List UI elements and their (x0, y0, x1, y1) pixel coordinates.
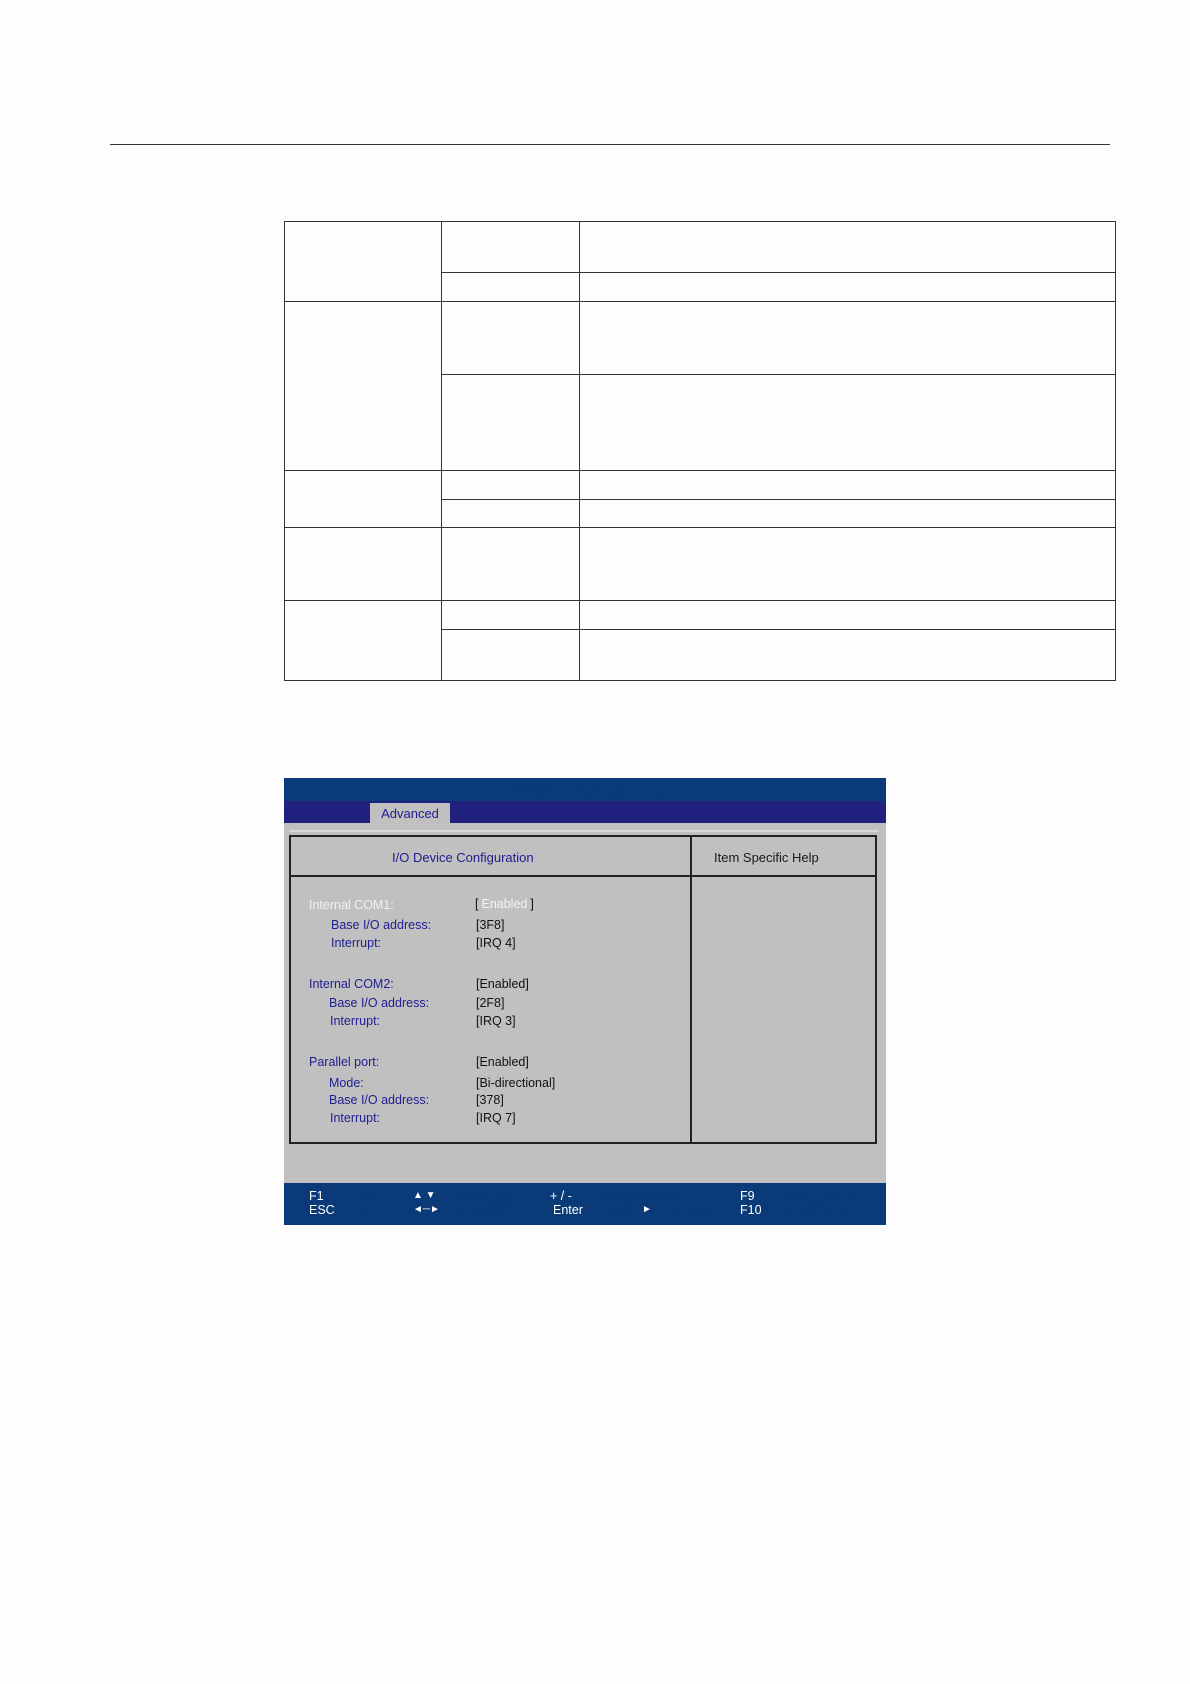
table-cell (580, 302, 1116, 375)
setting-label-mode[interactable]: Mode: (329, 1076, 364, 1090)
setting-label-parallel-interrupt[interactable]: Interrupt: (330, 1111, 381, 1125)
key-esc: ESC (309, 1203, 335, 1217)
setting-value-mode[interactable]: [Bi-directional] (476, 1076, 556, 1090)
table-cell (442, 222, 580, 273)
bios-separator (289, 830, 879, 832)
setting-label-parallel-address[interactable]: Base I/O address: (329, 1093, 430, 1107)
table-row (285, 471, 1116, 500)
table-cell (442, 630, 580, 681)
setting-value-com1-address[interactable]: [3F8] (476, 918, 505, 932)
setting-value-com2[interactable]: [Enabled] (476, 977, 529, 991)
table-row (285, 601, 1116, 630)
key-f1: F1 (309, 1189, 324, 1203)
key-select-menu-label: Select Menu (450, 1203, 520, 1217)
key-select-label: Select (597, 1203, 632, 1217)
bios-menubar (284, 801, 886, 823)
setting-label-parallel[interactable]: Parallel port: (309, 1055, 380, 1069)
setting-label-com1-interrupt[interactable]: Interrupt: (331, 936, 382, 950)
setting-label-com2-address[interactable]: Base I/O address: (329, 996, 430, 1010)
setting-value-com2-address[interactable]: [2F8] (476, 996, 505, 1010)
setting-value-com2-interrupt[interactable]: [IRQ 3] (476, 1014, 516, 1028)
selected-value: Enabled (481, 897, 528, 911)
key-select-item-label: Select Item (451, 1189, 514, 1203)
setting-label-com1[interactable]: Internal COM1: (309, 898, 394, 912)
table-cell (580, 222, 1116, 273)
table-cell (285, 222, 442, 302)
table-cell (285, 471, 442, 528)
left-right-arrow-icon: ◄─► (413, 1204, 440, 1215)
help-panel-title: Item Specific Help (714, 850, 819, 865)
setting-label-com2[interactable]: Internal COM2: (309, 977, 394, 991)
up-down-arrow-icon: ▲ ▼ (413, 1190, 436, 1201)
setting-label-com1-address[interactable]: Base I/O address: (331, 918, 432, 932)
key-change-values-label: Change Values (597, 1189, 682, 1203)
table-row (285, 528, 1116, 601)
tab-advanced[interactable]: Advanced (370, 803, 450, 823)
settings-table (284, 221, 1116, 681)
table-cell (580, 528, 1116, 601)
submenu-arrow-icon: ► (642, 1204, 652, 1215)
key-setup-defaults-label: Setup Defaults (777, 1189, 859, 1203)
table-cell (442, 528, 580, 601)
bios-keybar (284, 1183, 886, 1225)
table-cell (580, 273, 1116, 302)
setting-value-com1[interactable]: [ Enabled ] (475, 897, 534, 911)
header-rule (110, 144, 1110, 145)
table-cell (580, 601, 1116, 630)
table-cell (285, 528, 442, 601)
bios-screenshot (284, 778, 886, 1225)
setting-label-com2-interrupt[interactable]: Interrupt: (330, 1014, 381, 1028)
key-help-label: Help (353, 1189, 379, 1203)
key-f10: F10 (740, 1203, 762, 1217)
bios-vertical-divider (690, 835, 692, 1144)
key-save-exit-label: Save and Exit (777, 1203, 855, 1217)
table-row (285, 302, 1116, 375)
section-title: I/O Device Configuration (392, 850, 534, 865)
setting-value-parallel[interactable]: [Enabled] (476, 1055, 529, 1069)
table-cell (285, 601, 442, 681)
table-cell (580, 500, 1116, 528)
table-row (285, 222, 1116, 273)
key-f9: F9 (740, 1189, 755, 1203)
table-cell (580, 375, 1116, 471)
table-cell (442, 500, 580, 528)
bios-title: PhoenixBIOS Setup Utility (284, 778, 886, 801)
key-exit-label: Exit (353, 1203, 374, 1217)
table-cell (285, 302, 442, 471)
table-cell (442, 471, 580, 500)
table-cell (580, 471, 1116, 500)
key-plus-minus: + / - (550, 1189, 572, 1203)
table-cell (442, 601, 580, 630)
setting-value-com1-interrupt[interactable]: [IRQ 4] (476, 936, 516, 950)
table-cell (442, 273, 580, 302)
key-submenu-label: Sub-Menu (656, 1203, 714, 1217)
setting-value-parallel-interrupt[interactable]: [IRQ 7] (476, 1111, 516, 1125)
table-cell (580, 630, 1116, 681)
table-cell (442, 375, 580, 471)
key-enter: Enter (553, 1203, 583, 1217)
table-cell (442, 302, 580, 375)
bios-horizontal-divider (289, 875, 877, 877)
setting-value-parallel-address[interactable]: [378] (476, 1093, 504, 1107)
